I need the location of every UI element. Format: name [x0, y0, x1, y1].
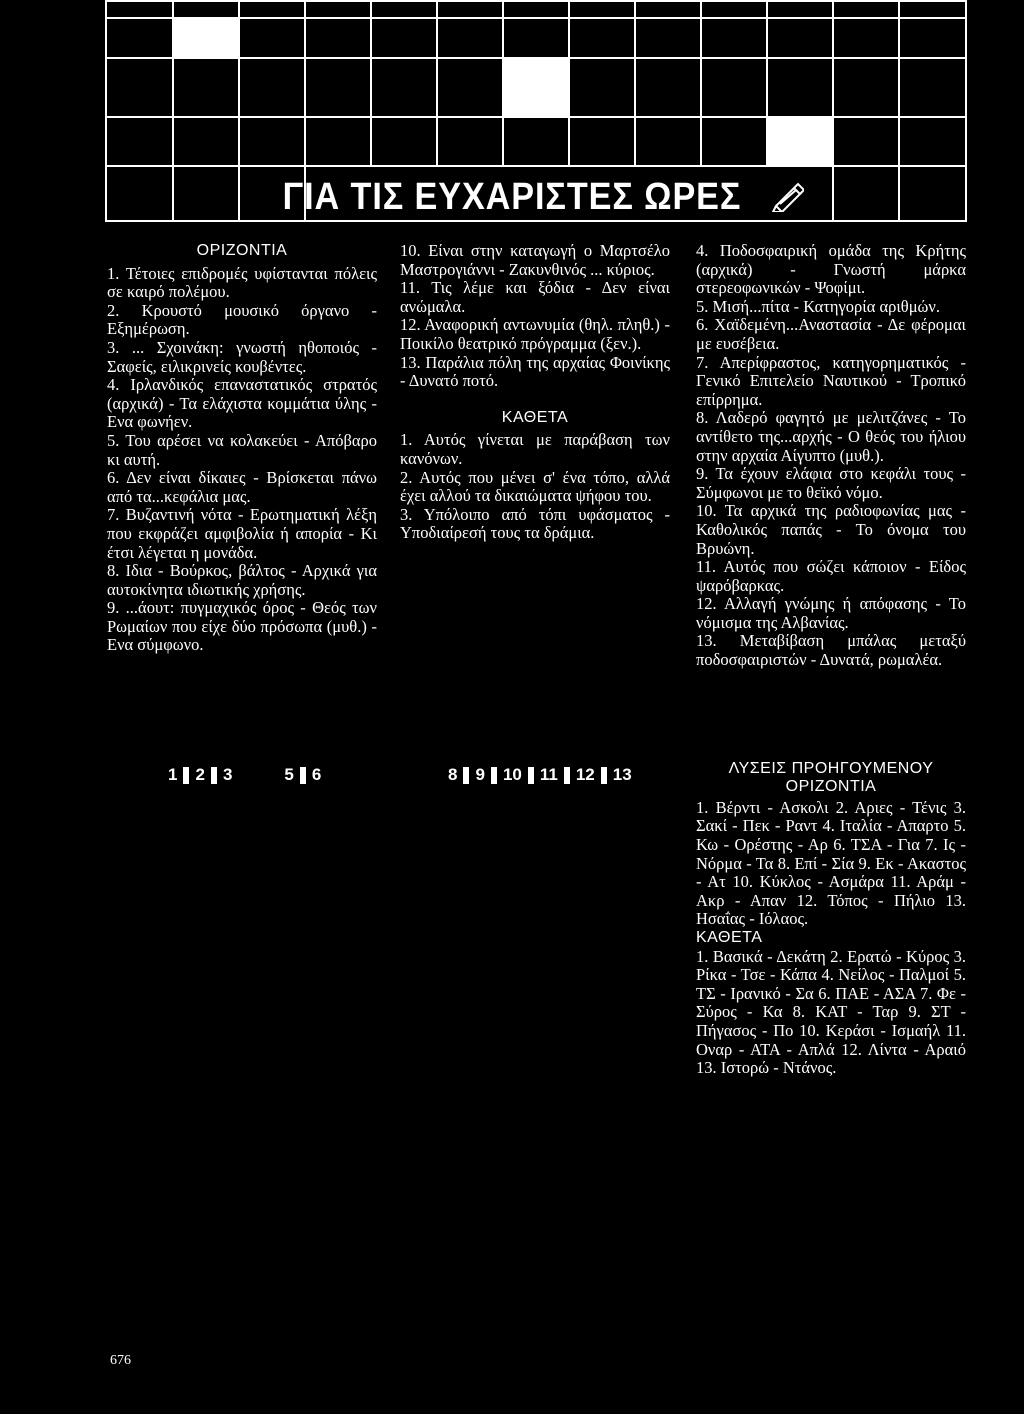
across-clue-3: 3. ... Σχοινάκη: γνωστή ηθοποιός - Σαφείς, ειλικρινείς κουβέντες.	[107, 337, 377, 376]
strip-number: 10	[502, 765, 522, 784]
across-clue-9: 9. ...άουτ: πυγμαχικός όρος - Θεός των Ρωμαίων που είχε δύο πρόσωπα (μυθ.) - Ενα σύμφωνο.	[107, 598, 377, 655]
strip-divider	[183, 767, 189, 784]
solutions-across-heading: ΟΡΙΖΟΝΤΙΑ	[785, 778, 877, 796]
number-strip	[168, 765, 321, 785]
strip-number: 6	[311, 765, 322, 784]
strip-divider	[528, 767, 534, 784]
strip-number: 3	[222, 765, 233, 784]
down-clue-5: 5. Μισή...πίτα - Κατηγορία αριθμών.	[696, 296, 941, 316]
strip-divider	[564, 767, 570, 784]
pencil-icon	[770, 178, 804, 217]
solutions-down-text: 1. Βασικά - Δεκάτη 2. Ερατώ - Κύρος 3. Ρίκα - Τσε - Κάπα 4. Νείλος - Παλμοί 5. ΤΣ - Ιρανικό - Σα 6. ΠΑΕ - ΑΣΑ 7. Φε - Σύρος - Κα 8. ΚΑΤ - Ταρ 9. ΣΤ - Πήγασος - Πο 10. Κεράσι - Ισμαήλ 11. Οναρ - ΑΤΑ - Απλά 12. Λίντα - Αραιό 13. Ιστορώ - Ντάνος.	[696, 946, 966, 1078]
down-clue-9: 9. Τα έχουν ελάφια στο κεφάλι τους - Σύμφωνοι με το θεϊκό νόμο.	[696, 464, 966, 502]
across-clue-4: 4. Ιρλανδικός επαναστατικός στρατός (αρχικά) - Τα ελάχιστα κομμάτια ύλης - Ενα φωνήεν.	[107, 375, 377, 432]
across-clue-2: 2. Κρουστό μουσικό όργανο - Εξημέρωση.	[107, 300, 377, 339]
strip-divider	[463, 767, 469, 784]
down-clue-4: 4. Ποδοσφαιρική ομάδα της Κρήτης (αρχικά) - Γνωστή μάρκα στερεοφωνικών - Ψοφίμι.	[696, 241, 966, 298]
down-clue-2: 2. Αυτός που μένει σ' ένα τόπο, αλλά έχει αλλού τα δικαιώματα ψήφου του.	[400, 467, 670, 506]
solutions-section	[696, 760, 966, 1078]
across-clue-6: 6. Δεν είναι δίκαιες - Βρίσκεται πάνω από τα...κεφάλια μας.	[107, 468, 377, 506]
across-clue-8: 8. Ιδια - Βούρκος, βάλτος - Αρχικά για αυτοκίνητα ιδιωτικής χρήσης.	[107, 561, 377, 599]
strip-divider	[601, 767, 607, 784]
number-strip	[448, 765, 632, 785]
strip-number: 5	[284, 765, 294, 784]
down-clue-13: 13. Μεταβίβαση μπάλας μεταξύ ποδοσφαιριστών - Δυνατά, ρωμαλέα.	[696, 631, 966, 670]
strip-number: 1	[168, 765, 178, 784]
across-clue-1: 1. Τέτοιες επιδρομές υφίστανται πόλεις σε καιρό πολέμου.	[107, 263, 377, 302]
page-title: ΓΙΑ ΤΙΣ ΕΥΧΑΡΙΣΤΕΣ ΩΡΕΣ	[282, 176, 742, 218]
down-clue-11: 11. Αυτός που σώζει κάποιον - Είδος ψαρόβαρκας.	[696, 557, 966, 595]
solutions-heading: ΛΥΣΕΙΣ ΠΡΟΗΓΟΥΜΕΝΟΥ	[728, 759, 934, 777]
down-clue-6: 6. Χαϊδεμένη...Αναστασία - Δε φέρομαι με ευσέβεια.	[696, 315, 966, 353]
across-clue-13: 13. Παράλια πόλη της αρχαίας Φοινίκης - Δυνατό ποτό.	[400, 352, 670, 391]
solutions-down-heading: ΚΑΘΕΤΑ	[696, 929, 763, 946]
down-clue-1: 1. Αυτός γίνεται με παράβαση των κανόνων.	[400, 430, 670, 468]
across-clue-10: 10. Είναι στην καταγωγή ο Μαρτσέλο Μαστρογιάννι - Ζακυνθινός ... κύριος.	[400, 241, 670, 279]
strip-number: 12	[575, 765, 595, 784]
strip-number: 11	[539, 765, 558, 784]
down-clue-12: 12. Αλλαγή γνώμης ή απόφασης - Το νόμισμα της Αλβανίας.	[696, 594, 966, 632]
down-clue-7: 7. Απερίφραστος, κατηγορηματικός - Γενικό Επιτελείο Ναυτικού - Τροπικό επίρρημα.	[696, 352, 966, 409]
strip-divider	[211, 767, 217, 784]
down-clue-3: 3. Υπόλοιπο από τόπι υφάσματος - Υποδιαίρεσή τους τα δράμια.	[400, 504, 670, 543]
down-clue-8: 8. Λαδερό φαγητό με μελιτζάνες - Το αντίθετο της...αρχής - Ο θεός του ήλιου στην αρχαία Αίγυπτο (μυθ.).	[696, 408, 966, 465]
across-clue-7: 7. Βυζαντινή νότα - Ερωτηματική λέξη που εκφράζει αμφιβολία ή απορία - Κι έτσι λέγεται η μονάδα.	[107, 505, 377, 562]
across-clue-11: 11. Τις λέμε και ξόδια - Δεν είναι ανώμαλα.	[400, 278, 670, 316]
down-clue-10: 10. Τα αρχικά της ραδιοφωνίας μας - Καθολικός παπάς - Το όνομα του Βρυώνη.	[696, 501, 966, 558]
strip-number: 8	[448, 765, 458, 784]
page-number: 676	[110, 1353, 131, 1368]
across-column	[107, 242, 377, 655]
strip-number: 2	[195, 765, 205, 784]
across-clue-5: 5. Του αρέσει να κολακεύει - Απόβαρο κι αυτή.	[107, 430, 377, 469]
strip-number: 9	[475, 765, 485, 784]
strip-divider	[300, 767, 306, 784]
right-column	[696, 242, 966, 1078]
across-clue-12: 12. Αναφορική αντωνυμία (θηλ. πληθ.) - Ποικίλο θεατρικό πρόγραμμα (ξεν.).	[400, 315, 670, 353]
solutions-across-text: 1. Βέρντι - Ασκολι 2. Αριες - Τένις 3. Σακί - Πεκ - Ραντ 4. Ιταλία - Απαρτο 5. Κω - Ορέστης - Αρ 6. ΤΣΑ - Για 7. Ις - Νόρμα - Τα 8. Επί - Σία 9. Εκ - Ακαστος - Ατ 10. Κύκλος - Ασμάρα 11. Αράμ - Ακρ - Απαν 12. Τόπος - Πήλιο 13. Ησαΐας - Ιόλαος.	[696, 797, 966, 929]
middle-column	[400, 242, 670, 543]
across-heading: ΟΡΙΖΟΝΤΙΑ	[196, 242, 288, 259]
down-heading: ΚΑΘΕΤΑ	[501, 408, 569, 426]
strip-divider	[491, 767, 497, 784]
strip-number: 13	[612, 765, 632, 784]
